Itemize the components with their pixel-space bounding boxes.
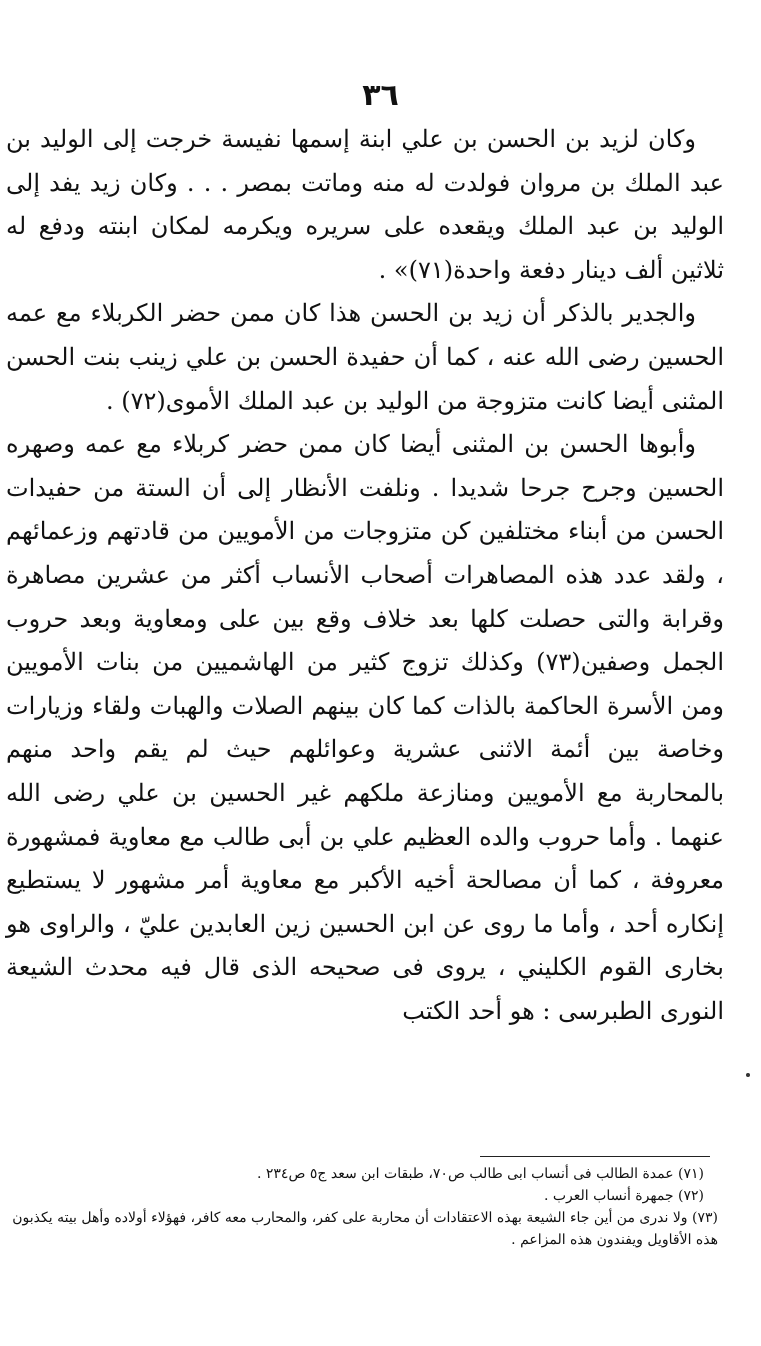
paragraph-1: وكان لزيد بن الحسن بن علي ابنة إسمها نفيسة خرجت إلى الوليد بن عبد الملك بن مروان فولدت له منه وماتت بمصر . . . وكان زيد يفد إلى الوليد بن عبد الملك ويقعده على سريره ويكرمه لمكان ابنته ودفع له ثلاثين ألف دينار دفعة واحدة(٧١)» . (6, 125, 724, 284)
page-number: ٣٦ (362, 78, 399, 113)
body-text (6, 118, 724, 1033)
scan-speck (746, 1073, 750, 1077)
footnotes (0, 1163, 718, 1251)
paragraph-3: وأبوها الحسن بن المثنى أيضا كان ممن حضر كربلاء مع عمه وصهره الحسين وجرح جرحا شديدا . ونلفت الأنظار إلى أن الستة من حفيدات الحسن من أبناء مختلفين كن متزوجات من الأمويين من قادتهم وزعمائهم ، ولقد عدد هذه المصاهرات أصحاب الأنساب أكثر من عشرين مصاهرة وقرابة والتى حصلت كلها بعد خلاف وقع بين على ومعاوية وبعد حروب الجمل وصفين(٧٣) وكذلك تزوج كثير من الهاشميين من بنات الأمويين ومن الأسرة الحاكمة بالذات كما كان بينهم الصلات والهبات ولقاء وزيارات وخاصة بين أئمة الاثنى عشرية وعوائلهم حيث لم يقم واحد منهم بالمحاربة مع الأمويين ومنازعة ملكهم غير الحسين بن علي رضى الله عنهما . وأما حروب والده العظيم علي بن أبى طالب مع معاوية فمشهورة معروفة ، كما أن مصالحة أخيه الأكبر مع معاوية أمر مشهور لا يستطيع إنكاره أحد ، وأما ما روى عن ابن الحسين زين العابدين عليّ ، والراوى هو بخارى القوم الكليني ، يروى فى صحيحه الذى قال فيه محدث الشيعة النورى الطبرسى : هو أحد الكتب (6, 430, 724, 1025)
footnote-73: (٧٣) ولا ندرى من أين جاء الشيعة بهذه الاعتقادات أن محاربة على كفر، والمحارب معه كافر، فهؤلاء أولاده وأهل بيته يكذبون هذه الأقاويل ويفندون هذه المزاعم . (12, 1210, 718, 1248)
paragraph-2: والجدير بالذكر أن زيد بن الحسن هذا كان ممن حضر الكربلاء مع عمه الحسين رضى الله عنه ، كما أن حفيدة الحسن بن علي زينب بنت الحسن المثنى أيضا كانت متزوجة من الوليد بن عبد الملك الأموى(٧٢) . (6, 299, 724, 415)
footnote-divider (480, 1156, 710, 1157)
footnote-71: (٧١) عمدة الطالب فى أنساب ابى طالب ص٧٠، طبقات ابن سعد ج٥ ص٢٣٤ . (256, 1166, 704, 1182)
footnote-72: (٧٢) جمهرة أنساب العرب . (543, 1188, 704, 1204)
